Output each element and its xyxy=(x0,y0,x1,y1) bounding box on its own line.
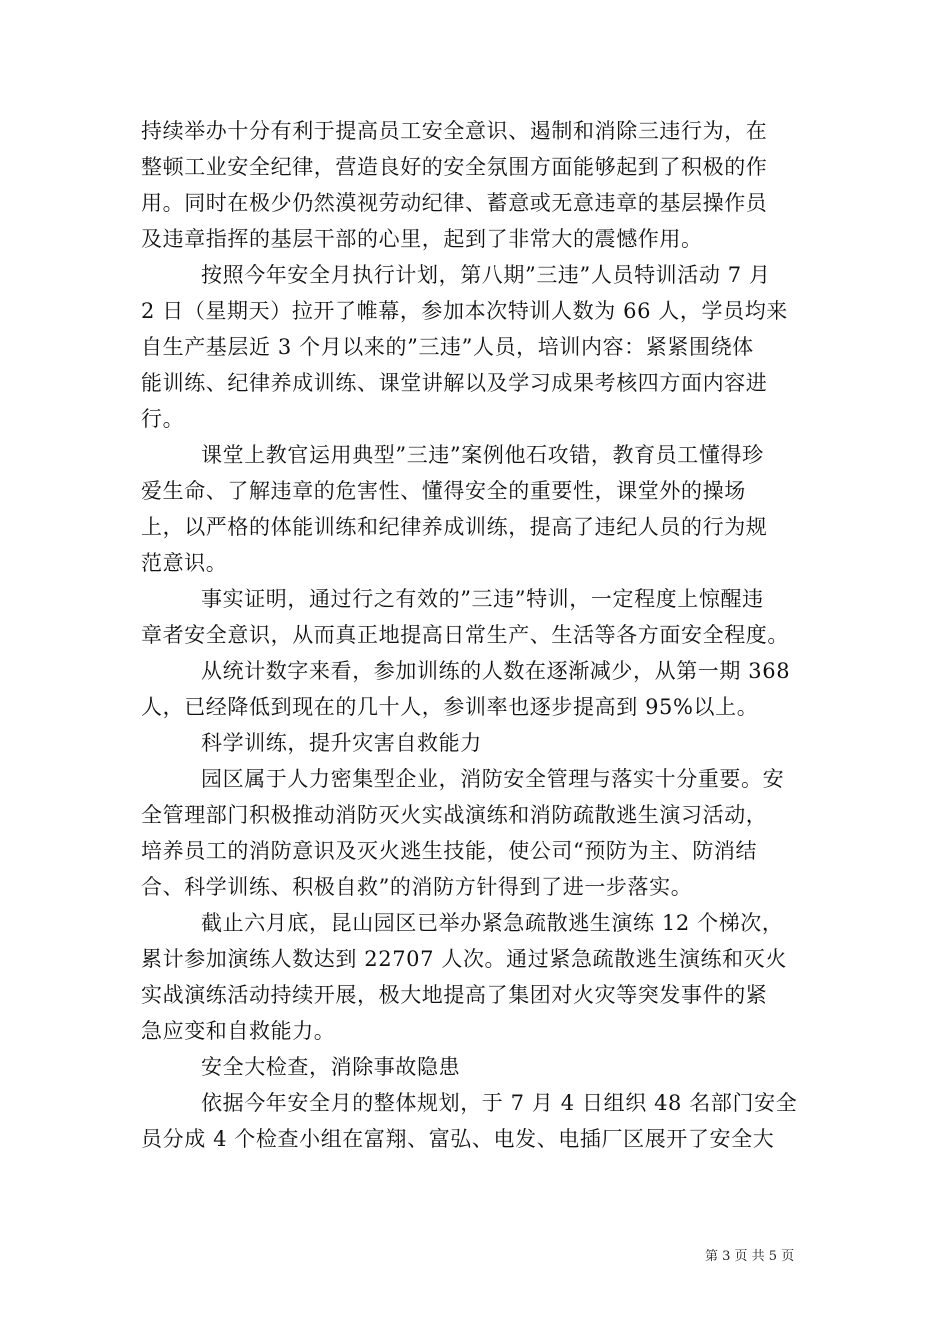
text-line: 能训练、纪律养成训练、课堂讲解以及学习成果考核四方面内容进 xyxy=(141,371,768,395)
section-heading: 安全大检查，消除事故隐患 xyxy=(201,1055,461,1079)
page-number-footer: 第 3 页 共 5 页 xyxy=(705,1249,795,1264)
text-line: 上，以严格的体能训练和纪律养成训练，提高了违纪人员的行为规 xyxy=(141,515,768,539)
text-line: 2 日（星期天）拉开了帷幕，参加本次特训人数为 66 人，学员均来 xyxy=(141,299,788,323)
text-line: 章者安全意识，从而真正地提高日常生产、生活等各方面安全程度。 xyxy=(141,623,789,647)
section-heading: 科学训练，提升灾害自救能力 xyxy=(201,731,482,755)
text-line: 范意识。 xyxy=(141,551,228,575)
text-line: 整顿工业安全纪律，营造良好的安全氛围方面能够起到了积极的作 xyxy=(141,155,768,179)
paragraph-start-line: 事实证明，通过行之有效的”三违”特训，一定程度上惊醒违 xyxy=(201,587,764,611)
text-line: 合、科学训练、积极自救”的消防方针得到了进一步落实。 xyxy=(141,875,693,899)
paragraph-start-line: 按照今年安全月执行计划，第八期”三违”人员特训活动 7 月 xyxy=(201,263,771,287)
text-line: 行。 xyxy=(141,407,185,431)
text-line: 员分成 4 个检查小组在富翔、富弘、电发、电插厂区展开了安全大 xyxy=(141,1127,775,1151)
paragraph-start-line: 依据今年安全月的整体规划，于 7 月 4 日组织 48 名部门安全 xyxy=(201,1091,798,1115)
text-line: 累计参加演练人数达到 22707 人次。通过紧急疏散逃生演练和灭火 xyxy=(141,947,787,971)
text-line: 培养员工的消防意识及灭火逃生技能，使公司“预防为主、防消结 xyxy=(141,839,758,863)
paragraph-start-line: 课堂上教官运用典型”三违”案例他石攻错，教育员工懂得珍 xyxy=(201,443,764,467)
text-line: 爱生命、了解违章的危害性、懂得安全的重要性，课堂外的操场 xyxy=(141,479,746,503)
paragraph-start-line: 截止六月底，昆山园区已举办紧急疏散逃生演练 12 个梯次， xyxy=(201,911,784,935)
text-line: 用。同时在极少仍然漠视劳动纪律、蓄意或无意违章的基层操作员 xyxy=(141,191,768,215)
document-body xyxy=(141,113,817,1157)
text-line: 全管理部门积极推动消防灭火实战演练和消防疏散逃生演习活动， xyxy=(141,803,768,827)
text-line: 人，已经降低到现在的几十人，参训率也逐步提高到 95%以上。 xyxy=(141,695,759,719)
paragraph-start-line: 从统计数字来看，参加训练的人数在逐渐减少，从第一期 368 xyxy=(201,659,791,683)
text-line: 急应变和自救能力。 xyxy=(141,1019,336,1043)
text-line: 自生产基层近 3 个月以来的”三违”人员，培训内容：紧紧围绕体 xyxy=(141,335,754,359)
text-line: 持续举办十分有利于提高员工安全意识、遏制和消除三违行为，在 xyxy=(141,119,768,143)
paragraph-start-line: 园区属于人力密集型企业，消防安全管理与落实十分重要。安 xyxy=(201,767,785,791)
text-line: 实战演练活动持续开展，极大地提高了集团对火灾等突发事件的紧 xyxy=(141,983,768,1007)
text-line: 及违章指挥的基层干部的心里，起到了非常大的震憾作用。 xyxy=(141,227,703,251)
